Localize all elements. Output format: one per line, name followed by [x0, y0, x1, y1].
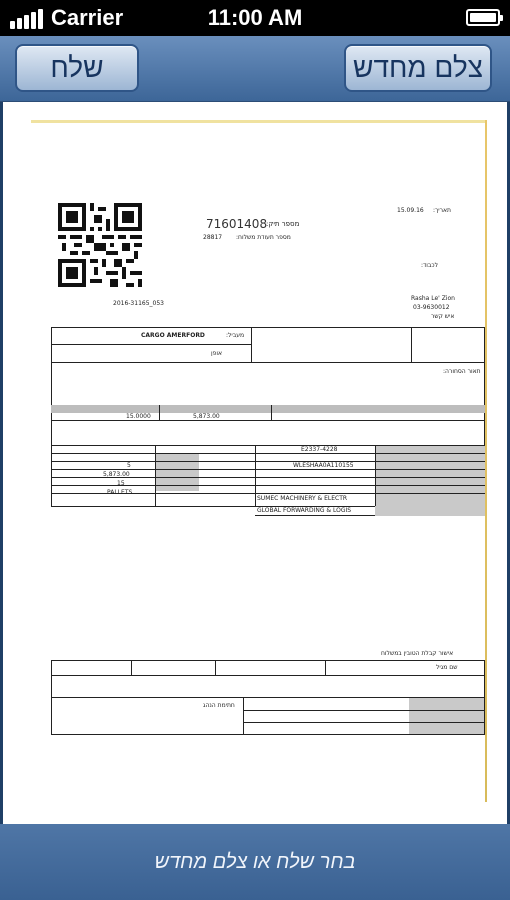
table-line — [255, 515, 375, 516]
goods-label: תאור הסחורה: — [443, 368, 481, 375]
date-label: תאריך: — [433, 207, 451, 214]
table-line — [159, 405, 160, 421]
forwarder-line: GLOBAL FORWARDING & LOGIS — [257, 507, 352, 514]
shipment-number: 28817 — [203, 234, 223, 241]
table-line — [243, 698, 244, 734]
table-border-top — [51, 327, 485, 328]
receipt-label-column — [409, 698, 484, 734]
container-number: WLESHAA0A110155 — [293, 462, 354, 469]
shipper-line: SUMEC MACHINERY & ELECTR — [257, 495, 348, 502]
carrier-name: Carrier — [51, 5, 124, 30]
date-value: 15.09.16 — [397, 207, 424, 214]
navigation-bar — [0, 36, 510, 102]
table-line — [51, 362, 485, 363]
quantity-2: 5,873.00 — [103, 471, 130, 478]
units-value: 15.0000 — [126, 413, 151, 420]
table-border-left — [51, 327, 52, 507]
table-line — [411, 327, 412, 362]
detail-label-column-right — [375, 446, 485, 506]
instruction-footer: בחר שלח או צלם מחדש — [0, 824, 510, 900]
document-preview-area — [0, 102, 510, 824]
receipt-label: אישור קבלת הטובין במשלוח — [381, 650, 454, 657]
table-line — [243, 722, 485, 723]
table-line — [215, 660, 216, 675]
table-line — [243, 710, 485, 711]
table-line — [51, 420, 485, 421]
table-line — [131, 660, 132, 675]
table-line — [51, 344, 251, 345]
table-line — [271, 405, 272, 421]
agent-name: CARGO AMERFORD — [141, 332, 205, 339]
weight-value: 5,873.00 — [193, 413, 220, 420]
quantity-1: 5 — [127, 462, 131, 469]
bl-number: E2337-4228 — [301, 446, 338, 453]
table-line — [255, 446, 256, 506]
reference-number: 053_2016-31165 — [113, 300, 164, 307]
office-name: Rasha Le' Zion — [411, 295, 455, 302]
driver-signature-label: חתימת הנהג — [203, 702, 235, 709]
table-line — [251, 327, 252, 362]
name-label: שם מגיל — [436, 664, 458, 671]
table-line — [155, 446, 156, 506]
document-edge-top — [31, 120, 485, 123]
recipient-label: לכבוד: — [421, 262, 438, 269]
type-label: אופן — [211, 350, 223, 357]
status-bar — [0, 0, 510, 36]
receipt-table-top — [51, 660, 485, 661]
file-number: 71601408 — [206, 217, 268, 231]
receipt-table-bottom — [51, 734, 485, 735]
battery-icon — [466, 9, 500, 26]
retake-photo-button[interactable]: צלם מחדש — [344, 44, 492, 92]
contact-label: איש קשר — [431, 313, 455, 320]
status-time: 11:00 AM — [207, 5, 303, 30]
scanned-document — [31, 120, 489, 802]
table-header-bar — [51, 405, 485, 413]
agent-label: מעביל: — [226, 332, 245, 339]
shipment-label: מספר תעודת משלוח: — [236, 234, 291, 241]
table-line — [51, 461, 485, 462]
pallets: PALLETS — [107, 489, 133, 496]
file-label: מספר תיק: — [266, 220, 300, 228]
table-line — [375, 446, 376, 506]
document-edge-right — [485, 120, 487, 802]
table-line — [51, 469, 485, 470]
send-button[interactable]: שלח — [15, 44, 139, 92]
qr-code-icon — [58, 203, 142, 287]
detail-label-cell — [375, 506, 485, 516]
quantity-3: 15 — [117, 480, 125, 487]
table-line — [51, 453, 485, 454]
table-line — [325, 660, 326, 675]
office-phone: 03-9630012 — [413, 304, 450, 311]
table-line — [51, 675, 485, 676]
